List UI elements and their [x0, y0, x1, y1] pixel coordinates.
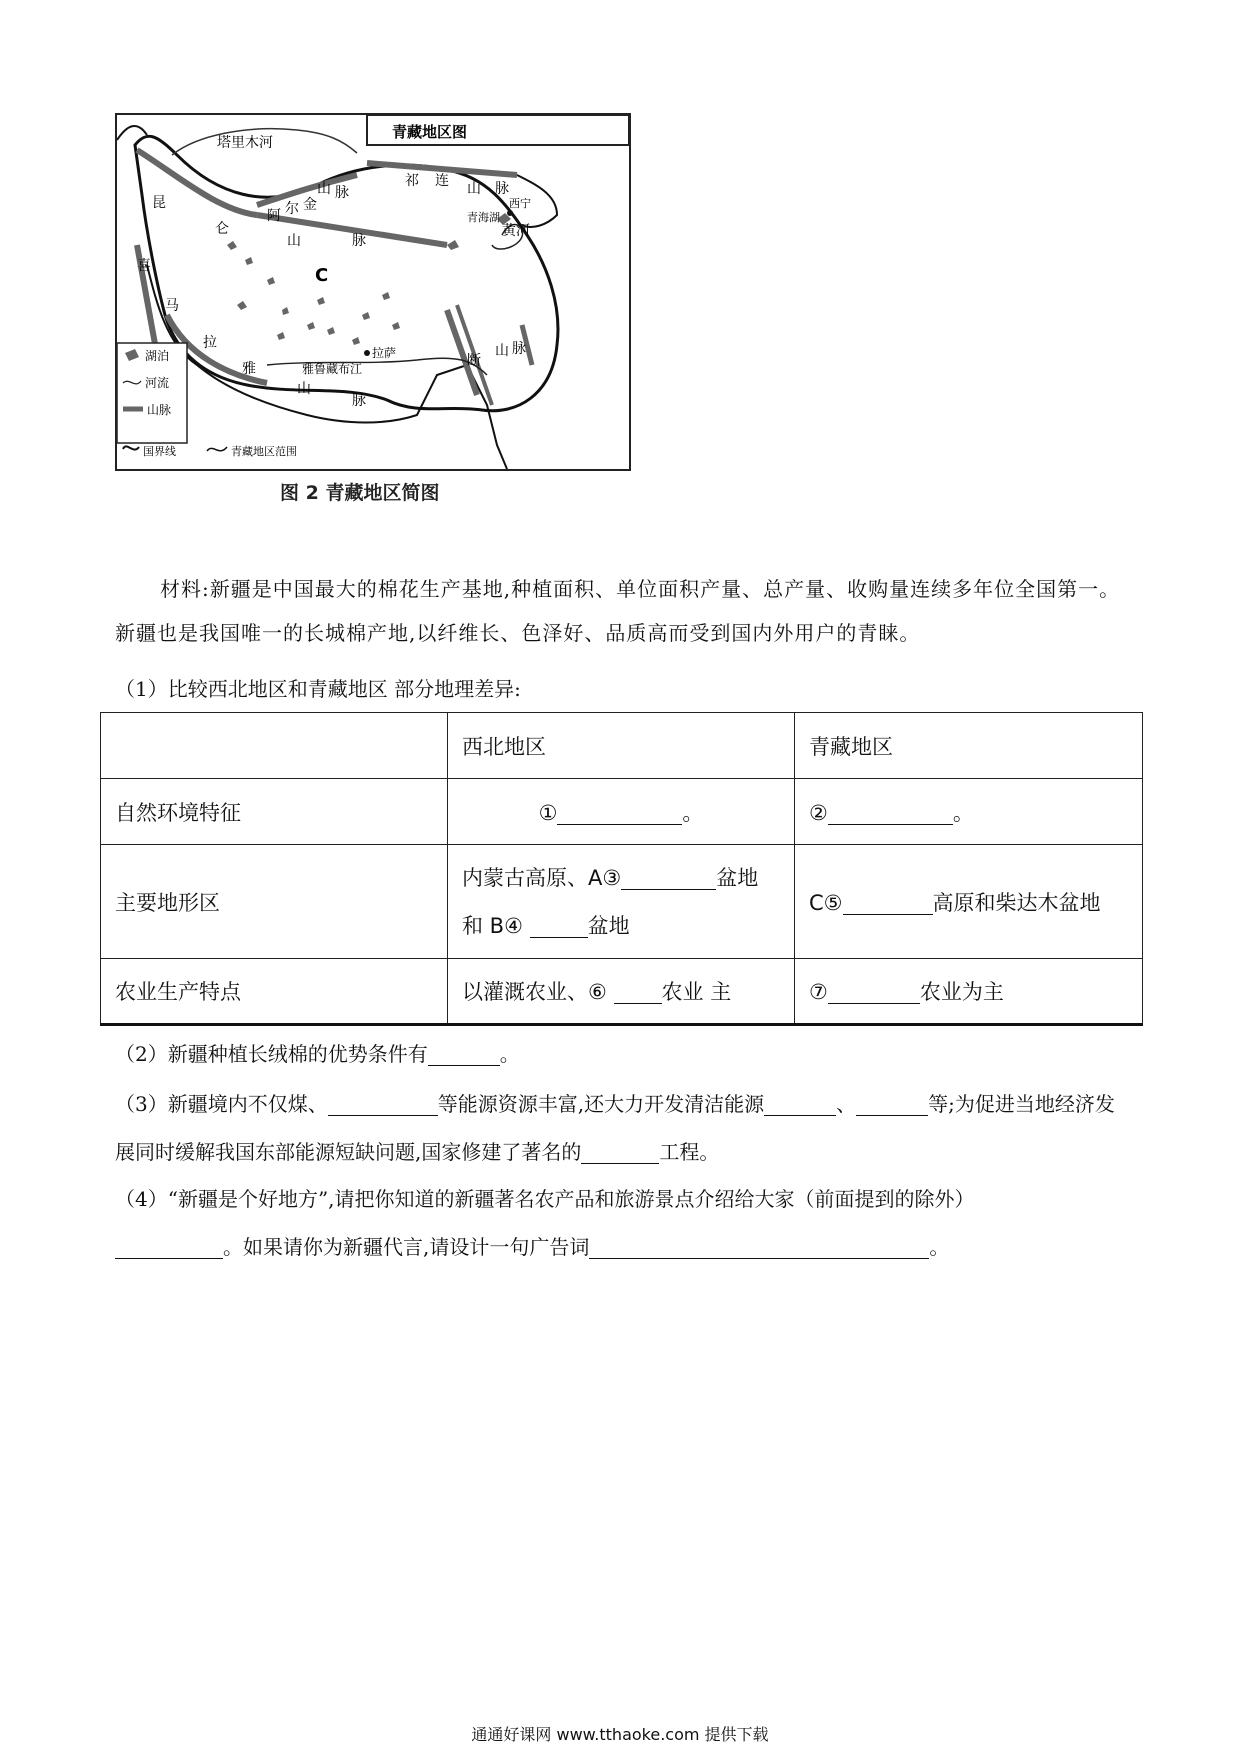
yarlung-river-label: 雅鲁藏布江 — [302, 362, 363, 376]
question-3-part2: 等能源资源丰富,还大力开发清洁能源 — [437, 1092, 765, 1116]
map-figure — [115, 113, 631, 471]
lake-icon — [317, 297, 325, 305]
answer-cell-7 — [795, 959, 1143, 1025]
blank-suffix: 盆地 — [716, 865, 759, 890]
blank-prefix: 内蒙古高原、A③ — [462, 865, 622, 890]
himalaya-char-4: 雅 — [242, 361, 256, 377]
hengduan-char-1: 断 — [467, 353, 481, 369]
table-row-agriculture — [101, 959, 1143, 1025]
lake-icon — [282, 307, 289, 315]
blank-prefix: 和 B④ — [462, 913, 530, 938]
blank-prefix: 以灌溉农业、⑥ — [462, 980, 614, 1004]
question-4-part3: 。 — [929, 1235, 950, 1259]
yellow-river-label: 黄河 — [502, 223, 530, 239]
legend-region-icon — [207, 447, 227, 451]
row-label: 自然环境特征 — [101, 779, 448, 845]
map-title: 青藏地区图 — [392, 123, 468, 141]
answer-blank[interactable] — [530, 914, 588, 938]
himalaya-char-5: 山 — [297, 381, 311, 397]
question-3-part3: 、 — [836, 1092, 857, 1116]
himalaya-char-2: 马 — [165, 298, 179, 314]
blank-suffix: 。 — [952, 800, 974, 825]
yarlung-river — [267, 358, 487, 375]
blank-suffix: 。 — [682, 800, 704, 825]
question-3-part4: 等;为促进当地经济发展同时缓解我国东部能源短缺问题,国家修建了著名的 — [115, 1092, 1115, 1164]
table-row-environment — [101, 779, 1143, 845]
legend-border-label: 国界线 — [143, 445, 176, 458]
xining-dot — [507, 210, 513, 216]
lhasa-dot — [364, 350, 370, 356]
answer-blank[interactable] — [828, 801, 953, 825]
xining-label: 西宁 — [509, 197, 531, 210]
kunlun-char-4: 脉 — [352, 233, 366, 249]
blank-suffix: 高原和柴达木盆地 — [932, 890, 1101, 915]
lake-icon — [267, 277, 275, 285]
blank-number: ② — [809, 800, 828, 825]
himalaya-char-6: 脉 — [352, 393, 366, 409]
answer-blank[interactable] — [828, 980, 920, 1004]
question-2-text: （2）新疆种植长绒棉的优势条件有 — [115, 1042, 428, 1066]
answer-blank[interactable] — [328, 1093, 438, 1116]
qinghai-lake-label: 青海湖 — [467, 211, 500, 224]
kunlun-char-3: 山 — [287, 233, 301, 249]
question-4-part1: （4）“新疆是个好地方”,请把你知道的新疆著名农产品和旅游景点介绍给大家（前面提到的除外） — [115, 1187, 975, 1211]
altun-char-4: 山 — [317, 181, 331, 197]
legend-mountain-label: 山脉 — [147, 403, 172, 417]
himalaya-char-1: 喜 — [137, 258, 151, 274]
answer-blank[interactable] — [764, 1093, 836, 1116]
answer-cell-2 — [795, 779, 1143, 845]
answer-blank[interactable] — [843, 891, 933, 915]
map-caption: 图 2 青藏地区简图 — [280, 482, 440, 504]
table-row-terrain — [101, 845, 1143, 959]
lake-icon — [362, 312, 370, 320]
blank-suffix: 盆地 — [587, 913, 630, 938]
question-4-part2: 。如果请你为新疆代言,请设计一句广告词 — [223, 1235, 590, 1259]
blank-number: ① — [538, 800, 558, 825]
blank-prefix: C⑤ — [809, 890, 843, 915]
qingzang-map-svg — [117, 115, 629, 469]
answer-blank[interactable] — [856, 1093, 928, 1116]
answer-cell-5 — [795, 845, 1143, 959]
lake-icon — [392, 322, 400, 330]
blank-suffix: 农业为主 — [919, 980, 1004, 1004]
table-header-cell — [101, 713, 448, 779]
answer-blank[interactable] — [557, 801, 682, 825]
question-2 — [115, 1032, 1125, 1076]
answer-blank[interactable] — [621, 866, 716, 890]
lake-icon — [227, 241, 237, 250]
lake-icon — [327, 327, 335, 335]
legend-region-label: 青藏地区范围 — [231, 445, 297, 458]
legend-river-label: 河流 — [145, 376, 170, 390]
question-3-part5: 工程。 — [659, 1140, 720, 1164]
lake-icon — [307, 322, 315, 330]
answer-blank[interactable] — [589, 1236, 929, 1259]
hengduan-char-3: 脉 — [512, 341, 526, 357]
table-header-row — [101, 713, 1143, 779]
answer-blank[interactable] — [115, 1236, 223, 1259]
qilian-char-1: 祁 — [405, 173, 419, 189]
lhasa-label: 拉萨 — [372, 346, 397, 360]
material-paragraph: 材料:新疆是中国最大的棉花生产基地,种植面积、单位面积产量、总产量、收购量连续多年位全国第一。新疆也是我国唯一的长城棉产地,以纤维长、色泽好、品质高而受到国内外用户的青睐。 — [115, 577, 1121, 645]
lake-icon — [447, 240, 459, 250]
answer-cell-1 — [448, 779, 795, 845]
lake-icon — [352, 337, 360, 345]
himalaya-char-3: 拉 — [203, 335, 217, 351]
table-header-cell: 西北地区 — [448, 713, 795, 779]
question-1: （1）比较西北地区和青藏地区 部分地理差异: — [115, 677, 521, 701]
altun-char-2: 尔 — [285, 201, 299, 217]
lake-icon — [245, 257, 253, 265]
altun-char-5: 脉 — [335, 185, 349, 201]
answer-blank[interactable] — [614, 980, 662, 1004]
qilian-char-2: 连 — [435, 173, 449, 189]
answer-blank[interactable] — [428, 1043, 500, 1066]
altun-char-3: 金 — [303, 197, 317, 213]
page-footer: 通通好课网 www.tthaoke.com 提供下载 — [471, 1725, 769, 1744]
comparison-table — [100, 712, 1143, 1026]
row-label: 主要地形区 — [101, 845, 448, 959]
hengduan-char-2: 山 — [495, 343, 509, 359]
answer-cell-6 — [448, 959, 795, 1025]
tarim-river-label: 塔里木河 — [217, 135, 273, 151]
lake-icon — [382, 292, 390, 300]
blank-suffix: 农业 主 — [661, 980, 732, 1004]
legend-lake-label: 湖泊 — [145, 349, 170, 363]
row-label: 农业生产特点 — [101, 959, 448, 1025]
question-4 — [115, 1175, 1125, 1271]
question-3-part1: （3）新疆境内不仅煤、 — [115, 1092, 328, 1116]
answer-blank[interactable] — [581, 1141, 659, 1164]
qilian-char-3: 山 — [467, 181, 481, 197]
lake-icon — [277, 332, 285, 340]
question-3 — [115, 1080, 1125, 1176]
altun-char-1: 阿 — [267, 208, 281, 224]
kunlun-char-2: 仑 — [215, 221, 229, 237]
kunlun-char-1: 昆 — [152, 195, 166, 211]
qilian-char-4: 脉 — [495, 181, 509, 197]
table-header-cell: 青藏地区 — [795, 713, 1143, 779]
question-2-suffix: 。 — [499, 1042, 520, 1066]
blank-prefix: ⑦ — [809, 980, 828, 1004]
legend-border-icon — [123, 446, 139, 449]
answer-cell-3-4 — [448, 845, 795, 959]
lake-icon — [237, 301, 247, 310]
letter-c-label: C — [315, 265, 329, 286]
